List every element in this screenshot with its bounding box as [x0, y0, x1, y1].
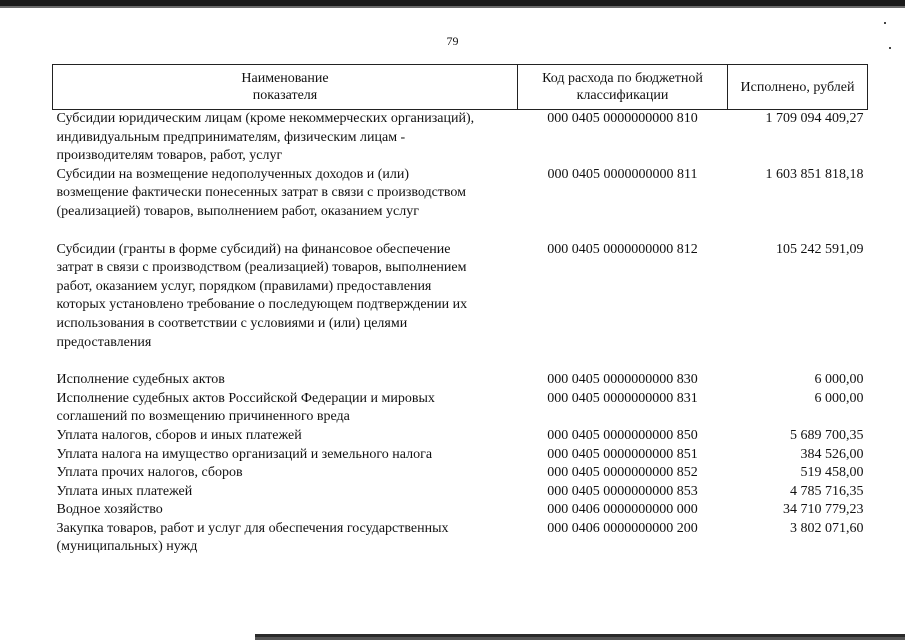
- row-executed-amount: 5 689 700,35: [790, 427, 864, 443]
- row-expense-code: 000 0405 0000000000 852: [547, 465, 698, 481]
- table-row: [53, 464, 868, 483]
- row-executed-amount: 384 526,00: [800, 446, 864, 462]
- row-expense-code: 000 0405 0000000000 830: [547, 372, 698, 388]
- name-line: (реализацией) товаров, выполнением работ, оказанием услуг: [56, 203, 419, 219]
- header-indicator-name: [53, 65, 518, 110]
- row-indicator-name: [53, 520, 518, 557]
- table-row: [53, 446, 868, 465]
- header-row: [53, 65, 868, 110]
- row-indicator-name: [53, 166, 518, 241]
- row-executed-amount: 34 710 779,23: [783, 502, 864, 518]
- name-line: Исполнение судебных актов Российской Федерации и мировых: [56, 390, 435, 406]
- row-expense-code: 000 0405 0000000000 850: [547, 427, 698, 443]
- table-header: [53, 65, 868, 110]
- header-expense-code: [518, 65, 728, 110]
- row-executed-amount: 4 785 716,35: [790, 483, 864, 499]
- table-row: [53, 427, 868, 446]
- table-row: [53, 501, 868, 520]
- row-expense-code: 000 0405 0000000000 851: [547, 446, 698, 462]
- budget-execution-table: [52, 64, 868, 557]
- page-number: 79: [446, 34, 459, 48]
- table-row: [53, 371, 868, 390]
- row-indicator-name: [53, 241, 518, 372]
- row-indicator-name: [53, 483, 518, 502]
- header-executed-amount: Исполнено, рублей: [728, 65, 868, 110]
- name-line: Субсидии (гранты в форме субсидий) на финансовое обеспечение: [56, 241, 451, 257]
- row-expense-code: 000 0405 0000000000 853: [547, 483, 698, 499]
- name-line: Уплата иных платежей: [56, 483, 193, 499]
- header-code-line1: Код расхода по бюджетной: [542, 71, 703, 86]
- scan-speck: [884, 22, 886, 24]
- row-executed-amount: 1 603 851 818,18: [765, 166, 864, 182]
- row-executed-amount: 105 242 591,09: [776, 241, 864, 257]
- table-row: [53, 166, 868, 241]
- row-expense-code: 000 0406 0000000000 200: [547, 520, 698, 536]
- scan-top-edge: [0, 0, 905, 9]
- table-row: [53, 520, 868, 557]
- header-code-line2: классификации: [576, 88, 669, 103]
- name-line: (муниципальных) нужд: [56, 539, 198, 555]
- table-row: [53, 241, 868, 372]
- table-body: [53, 110, 868, 558]
- name-line: Исполнение судебных актов: [56, 372, 225, 388]
- table-row: [53, 110, 868, 166]
- name-line: индивидуальным предпринимателям, физическим лицам -: [56, 129, 406, 145]
- row-indicator-name: [53, 446, 518, 465]
- row-indicator-name: [53, 110, 518, 166]
- name-line: предоставления: [56, 334, 152, 350]
- name-line: Закупка товаров, работ и услуг для обеспечения государственных: [56, 520, 449, 536]
- name-line: производителям товаров, работ, услуг: [56, 148, 283, 164]
- name-line: использования в соответствии с условиями и (или) целями: [56, 315, 408, 331]
- name-line: работ, оказанием услуг, порядком (правилами) предоставления: [56, 278, 432, 294]
- name-line: Уплата налогов, сборов и иных платежей: [56, 427, 302, 443]
- row-indicator-name: [53, 390, 518, 427]
- row-expense-code: 000 0405 0000000000 812: [547, 241, 698, 257]
- table-row: [53, 483, 868, 502]
- name-line: Уплата прочих налогов, сборов: [56, 465, 243, 481]
- name-line: Водное хозяйство: [56, 502, 163, 518]
- row-expense-code: 000 0405 0000000000 811: [547, 166, 698, 182]
- row-indicator-name: [53, 464, 518, 483]
- scan-bottom-edge: [255, 632, 905, 640]
- header-name-line1: Наименование: [241, 71, 329, 86]
- row-executed-amount: 3 802 071,60: [790, 520, 864, 536]
- header-name-line2: показателя: [252, 88, 318, 103]
- row-expense-code: 000 0405 0000000000 831: [547, 390, 698, 406]
- row-expense-code: 000 0406 0000000000 000: [547, 502, 698, 518]
- name-line: соглашений по возмещению причиненного вреда: [56, 409, 350, 425]
- row-executed-amount: 1 709 094 409,27: [765, 111, 864, 126]
- name-line: Субсидии на возмещение недополученных доходов и (или): [56, 166, 410, 182]
- row-indicator-name: [53, 427, 518, 446]
- name-line: Уплата налога на имущество организаций и земельного налога: [56, 446, 433, 462]
- table-row: [53, 390, 868, 427]
- name-line: возмещение фактически понесенных затрат в связи с производством: [56, 185, 467, 201]
- row-executed-amount: 519 458,00: [800, 465, 864, 481]
- row-indicator-name: [53, 371, 518, 390]
- row-expense-code: 000 0405 0000000000 810: [547, 111, 698, 126]
- row-executed-amount: 6 000,00: [814, 372, 864, 388]
- name-line: затрат в связи с производством (реализацией) товаров, выполнением: [56, 260, 467, 276]
- row-executed-amount: 6 000,00: [814, 390, 864, 406]
- row-indicator-name: [53, 501, 518, 520]
- name-line: которых установлено требование о последующем подтверждении их: [56, 297, 468, 313]
- name-line: Субсидии юридическим лицам (кроме некоммерческих организаций),: [56, 111, 475, 126]
